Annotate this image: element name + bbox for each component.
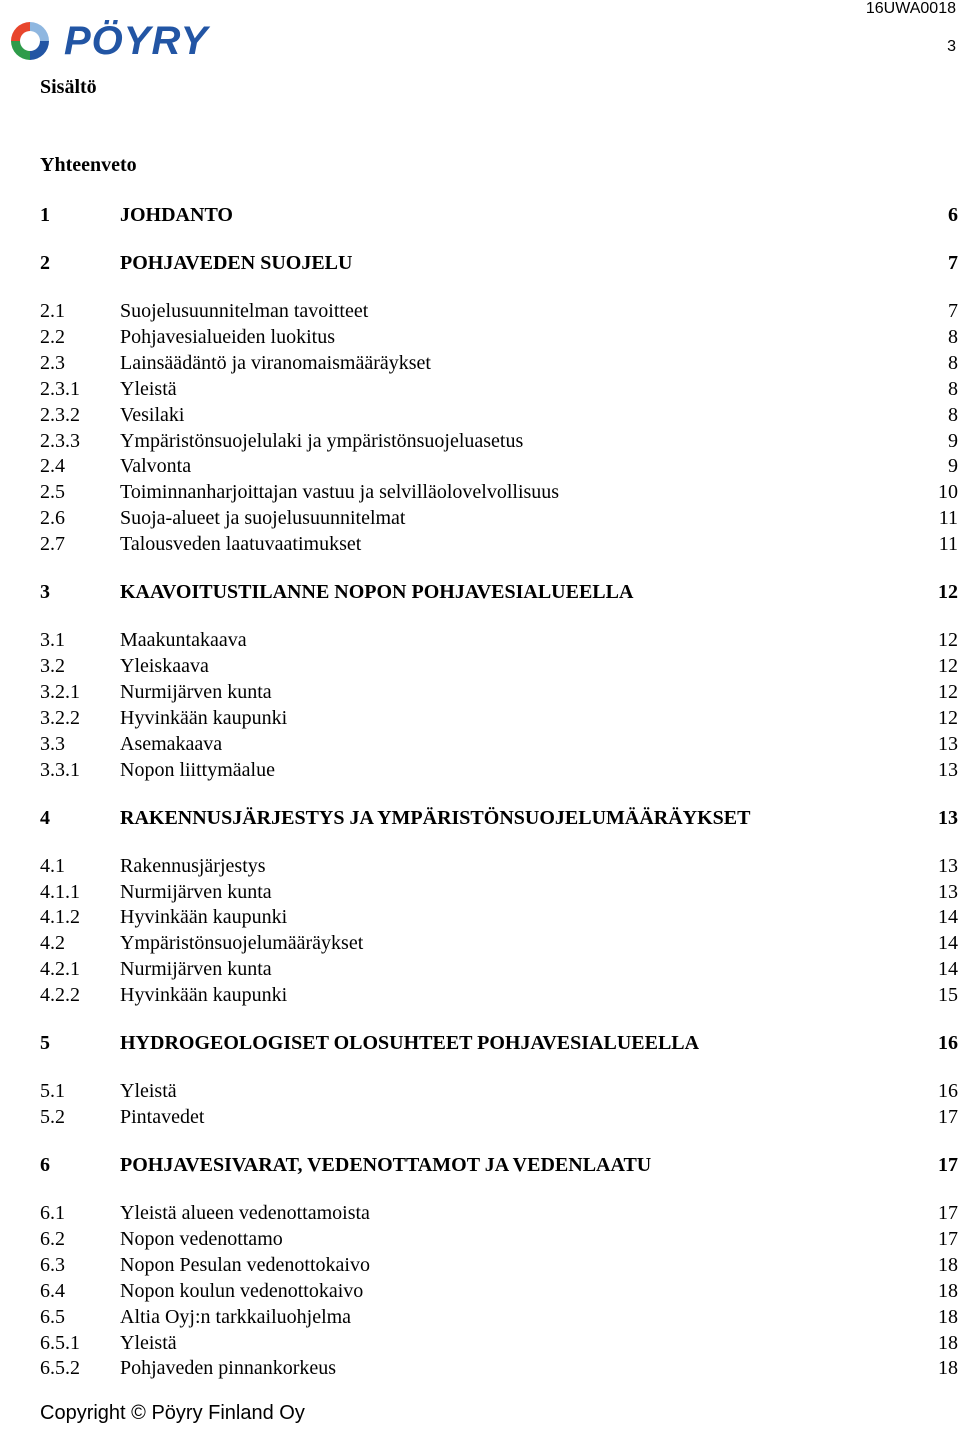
toc-title: Valvonta (120, 455, 192, 478)
toc-title: Nopon koulun vedenottokaivo (120, 1279, 364, 1302)
toc-title: Nurmijärven kunta (120, 680, 272, 703)
document-id: 16UWA0018 (865, 0, 956, 17)
toc-section-row[interactable] (40, 757, 958, 783)
toc-page: 13 (938, 880, 958, 903)
toc-number: 6.3 (40, 1253, 65, 1276)
toc-number: 5.2 (40, 1106, 65, 1128)
toc-chapter-row[interactable] (40, 202, 958, 228)
toc-section-row[interactable] (40, 505, 958, 531)
toc-number: 6.4 (40, 1279, 65, 1302)
toc-title: Suojelusuunnitelman tavoitteet (120, 300, 369, 322)
toc-section-row[interactable] (40, 731, 958, 757)
toc-number: 4.1.1 (40, 880, 80, 903)
toc-number: 2.7 (40, 533, 65, 556)
toc-page: 14 (938, 932, 958, 955)
toc-page: 13 (938, 854, 958, 877)
toc-page: 16 (938, 1080, 958, 1103)
toc-section-row[interactable] (40, 376, 958, 402)
toc-page: 9 (948, 455, 958, 478)
toc-section-row[interactable] (40, 298, 958, 324)
toc-chapter-row[interactable] (40, 1030, 958, 1056)
toc-number: 5.1 (40, 1080, 65, 1103)
toc-number: 6.5.2 (40, 1357, 80, 1380)
toc-title: Vesilaki (120, 403, 185, 426)
toc-page: 8 (948, 403, 958, 426)
page-title: Sisältö (40, 76, 97, 98)
toc-number: 2.4 (40, 455, 65, 478)
toc-page: 17 (938, 1106, 958, 1128)
toc-page: 11 (938, 507, 958, 530)
toc-section-row[interactable] (40, 1252, 958, 1278)
toc-chapter-row[interactable] (40, 1152, 958, 1178)
toc-number: 4.1.2 (40, 906, 80, 929)
toc-title: Lainsäädäntö ja viranomaismääräykset (120, 351, 431, 374)
toc-page: 17 (938, 1154, 958, 1176)
toc-number: 4.2.1 (40, 958, 80, 981)
toc-number: 4.2.2 (40, 984, 80, 1007)
toc-title: Yleistä (120, 377, 177, 400)
toc-title: Ympäristönsuojelulaki ja ympäristönsuojeluasetus (120, 429, 524, 452)
toc-page: 12 (938, 629, 958, 652)
toc-page: 7 (948, 300, 958, 322)
toc-title: POHJAVESIVARAT, VEDENOTTAMOT JA VEDENLAATU (120, 1154, 652, 1176)
toc-title: Rakennusjärjestys (120, 854, 266, 877)
toc-page: 17 (938, 1227, 958, 1250)
toc-page: 18 (938, 1357, 958, 1380)
toc-number: 4 (40, 806, 50, 829)
toc-section-row[interactable] (40, 1104, 958, 1130)
toc-title: Pohjavesialueiden luokitus (120, 325, 335, 348)
toc-chapter-row[interactable] (40, 250, 958, 276)
toc-summary-link[interactable]: Yhteenveto (40, 154, 137, 176)
toc-section-row[interactable] (40, 531, 958, 557)
toc-number: 1 (40, 204, 50, 226)
toc-title: Hyvinkään kaupunki (120, 984, 288, 1007)
toc-page: 10 (938, 481, 958, 504)
toc-title: Nopon vedenottamo (120, 1227, 283, 1250)
poyry-swirl-logo-icon (6, 18, 54, 64)
toc-page: 13 (938, 732, 958, 755)
toc-section-row[interactable] (40, 402, 958, 428)
toc-section-row[interactable] (40, 1226, 958, 1252)
toc-section-row[interactable] (40, 705, 958, 731)
toc-section-row[interactable] (40, 879, 958, 905)
toc-number: 6.2 (40, 1227, 65, 1250)
toc-section-row[interactable] (40, 1304, 958, 1330)
toc-number: 3 (40, 581, 50, 604)
toc-title: Pohjaveden pinnankorkeus (120, 1357, 337, 1380)
toc-title: Nopon Pesulan vedenottokaivo (120, 1253, 370, 1276)
toc-number: 5 (40, 1032, 50, 1055)
toc-page: 8 (948, 325, 958, 348)
toc-section-row[interactable] (40, 653, 958, 679)
toc-page: 12 (938, 655, 958, 677)
toc-section-row[interactable] (40, 930, 958, 956)
toc-title: RAKENNUSJÄRJESTYS JA YMPÄRISTÖNSUOJELUMÄÄRÄYKSET (120, 806, 751, 829)
toc-section-row[interactable] (40, 479, 958, 505)
toc-page: 9 (948, 429, 958, 452)
toc-title: KAAVOITUSTILANNE NOPON POHJAVESIALUEELLA (120, 581, 634, 604)
toc-number: 2.3 (40, 351, 65, 374)
toc-section-row[interactable] (40, 428, 958, 454)
toc-page: 13 (938, 806, 958, 829)
toc-page: 7 (948, 252, 958, 274)
toc-section-row[interactable] (40, 1078, 958, 1104)
toc-number: 2.5 (40, 481, 65, 504)
toc-number: 2.3.1 (40, 377, 80, 400)
toc-number: 6.5 (40, 1305, 65, 1328)
toc-number: 2 (40, 252, 50, 274)
toc-number: 3.3 (40, 732, 65, 755)
toc-title: Nurmijärven kunta (120, 880, 272, 903)
toc-section-row[interactable] (40, 350, 958, 376)
toc-number: 3.1 (40, 629, 65, 652)
toc-title: Asemakaava (120, 732, 223, 755)
toc-title: Toiminnanharjoittajan vastuu ja selvilläolovelvollisuus (120, 481, 560, 504)
toc-title: Yleistä (120, 1331, 177, 1354)
toc-page: 11 (938, 533, 958, 556)
toc-page: 8 (948, 351, 958, 374)
toc-section-row[interactable] (40, 453, 958, 479)
toc-page: 16 (938, 1032, 958, 1055)
toc-title: HYDROGEOLOGISET OLOSUHTEET POHJAVESIALUEELLA (120, 1032, 700, 1055)
toc-number: 2.3.2 (40, 403, 80, 426)
toc-page: 13 (938, 758, 958, 781)
logo-wordmark: PÖYRY (64, 19, 209, 63)
toc-title: JOHDANTO (120, 204, 233, 226)
toc-title: Hyvinkään kaupunki (120, 706, 288, 729)
toc-number: 2.3.3 (40, 429, 80, 452)
toc-title: Hyvinkään kaupunki (120, 906, 288, 929)
toc-page: 15 (938, 984, 958, 1007)
toc-title: Pintavedet (120, 1106, 205, 1128)
toc-number: 6.5.1 (40, 1331, 80, 1354)
page-number: 3 (947, 38, 956, 55)
toc-title: Nurmijärven kunta (120, 958, 272, 981)
toc-page: 6 (948, 204, 958, 226)
toc-number: 2.6 (40, 507, 65, 530)
toc-page: 12 (938, 680, 958, 703)
toc-page: 14 (938, 906, 958, 929)
toc-number: 2.2 (40, 325, 65, 348)
toc-page: 18 (938, 1279, 958, 1302)
toc-title: Yleistä (120, 1080, 177, 1103)
toc-number: 4.2 (40, 932, 65, 955)
footer-copyright: Copyright © Pöyry Finland Oy (40, 1402, 305, 1424)
toc-title: Maakuntakaava (120, 629, 247, 652)
toc-title: Yleiskaava (120, 655, 209, 677)
toc-section-row[interactable] (40, 982, 958, 1008)
toc-section-row[interactable] (40, 1355, 958, 1381)
toc-page: 14 (938, 958, 958, 981)
toc-number: 3.3.1 (40, 758, 80, 781)
company-logo (6, 18, 208, 64)
toc-page: 12 (938, 706, 958, 729)
toc-page: 18 (938, 1331, 958, 1354)
toc-page: 12 (938, 581, 958, 604)
toc-title: Talousveden laatuvaatimukset (120, 533, 362, 556)
toc-number: 3.2.1 (40, 680, 80, 703)
toc-section-row[interactable] (40, 679, 958, 705)
toc-title: Suoja-alueet ja suojelusuunnitelmat (120, 507, 406, 530)
toc-title: Nopon liittymäalue (120, 758, 275, 781)
toc-chapter-row[interactable] (40, 805, 958, 831)
toc-section-row[interactable] (40, 956, 958, 982)
toc-title: Altia Oyj:n tarkkailuohjelma (120, 1305, 352, 1328)
toc-number: 6.1 (40, 1202, 65, 1224)
toc-chapter-row[interactable] (40, 579, 958, 605)
toc-number: 6 (40, 1154, 50, 1176)
toc-title: Ympäristönsuojelumääräykset (120, 932, 364, 955)
toc-section-row[interactable] (40, 904, 958, 930)
toc-section-row[interactable] (40, 1278, 958, 1304)
toc-page: 18 (938, 1253, 958, 1276)
toc-section-row[interactable] (40, 627, 958, 653)
toc-page: 18 (938, 1305, 958, 1328)
toc-section-row[interactable] (40, 324, 958, 350)
toc-title: Yleistä alueen vedenottamoista (120, 1202, 370, 1224)
toc-title: POHJAVEDEN SUOJELU (120, 252, 353, 274)
toc-number: 2.1 (40, 300, 65, 322)
toc-number: 4.1 (40, 854, 65, 877)
toc-page: 17 (938, 1202, 958, 1224)
toc-number: 3.2.2 (40, 706, 80, 729)
toc-page: 8 (948, 377, 958, 400)
toc-section-row[interactable] (40, 1330, 958, 1356)
toc-number: 3.2 (40, 655, 65, 677)
toc-section-row[interactable] (40, 853, 958, 879)
toc-section-row[interactable] (40, 1200, 958, 1226)
